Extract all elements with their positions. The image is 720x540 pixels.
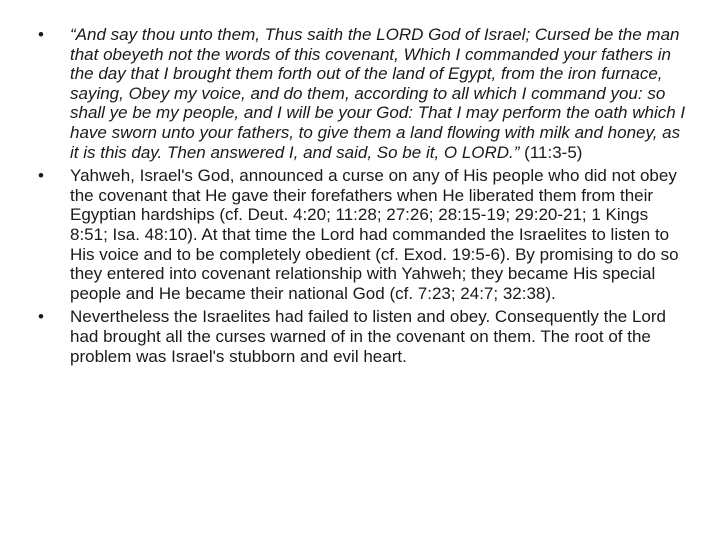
- scripture-quote: “And say thou unto them, Thus saith the LORD God of Israel; Cursed be the man that obeyeth not the words of this covenant, Which I commanded your fathers in the day that I brought them forth out of the land of Egypt, from the iron furnace, saying, Obey my voice, and do them, according to all which I command you: so shall ye be my people, and I will be your God: That I may perform the oath which I have sworn unto your fathers, to give them a land flowing with milk and honey, as it is this day. Then answered I, and said, So be it, O LORD.”: [70, 25, 686, 162]
- bullet-icon: •: [38, 25, 44, 44]
- scripture-reference: (11:3-5): [519, 142, 583, 162]
- bullet-list: [38, 25, 688, 370]
- commentary-text: Yahweh, Israel's God, announced a curse on any of His people who did not obey the covenant that He gave their forefathers when He liberated them from their Egyptian hardships (cf. Deut. 4:20; 11:28; 27:26; 28:15-19; 29:20-21; 1 Kings 8:51; Isa. 48:10). At that time the Lord had commanded the Israelites to listen to His voice and to be completely obedient (cf. Exod. 19:5-6). By promising to do so they entered into covenant relationship with Yahweh; they became His special people and He became their national God (cf. 7:23; 24:7; 32:38).: [70, 166, 679, 303]
- bullet-item-1: [38, 25, 688, 162]
- bullet-icon: •: [38, 307, 44, 327]
- commentary-text: Nevertheless the Israelites had failed to listen and obey. Consequently the Lord had brought all the curses warned of in the covenant on them. The root of the problem was Israel's stubborn and evil heart.: [70, 307, 666, 366]
- bullet-icon: •: [38, 166, 44, 186]
- bullet-item-2: [38, 166, 688, 303]
- bullet-item-3: [38, 307, 688, 366]
